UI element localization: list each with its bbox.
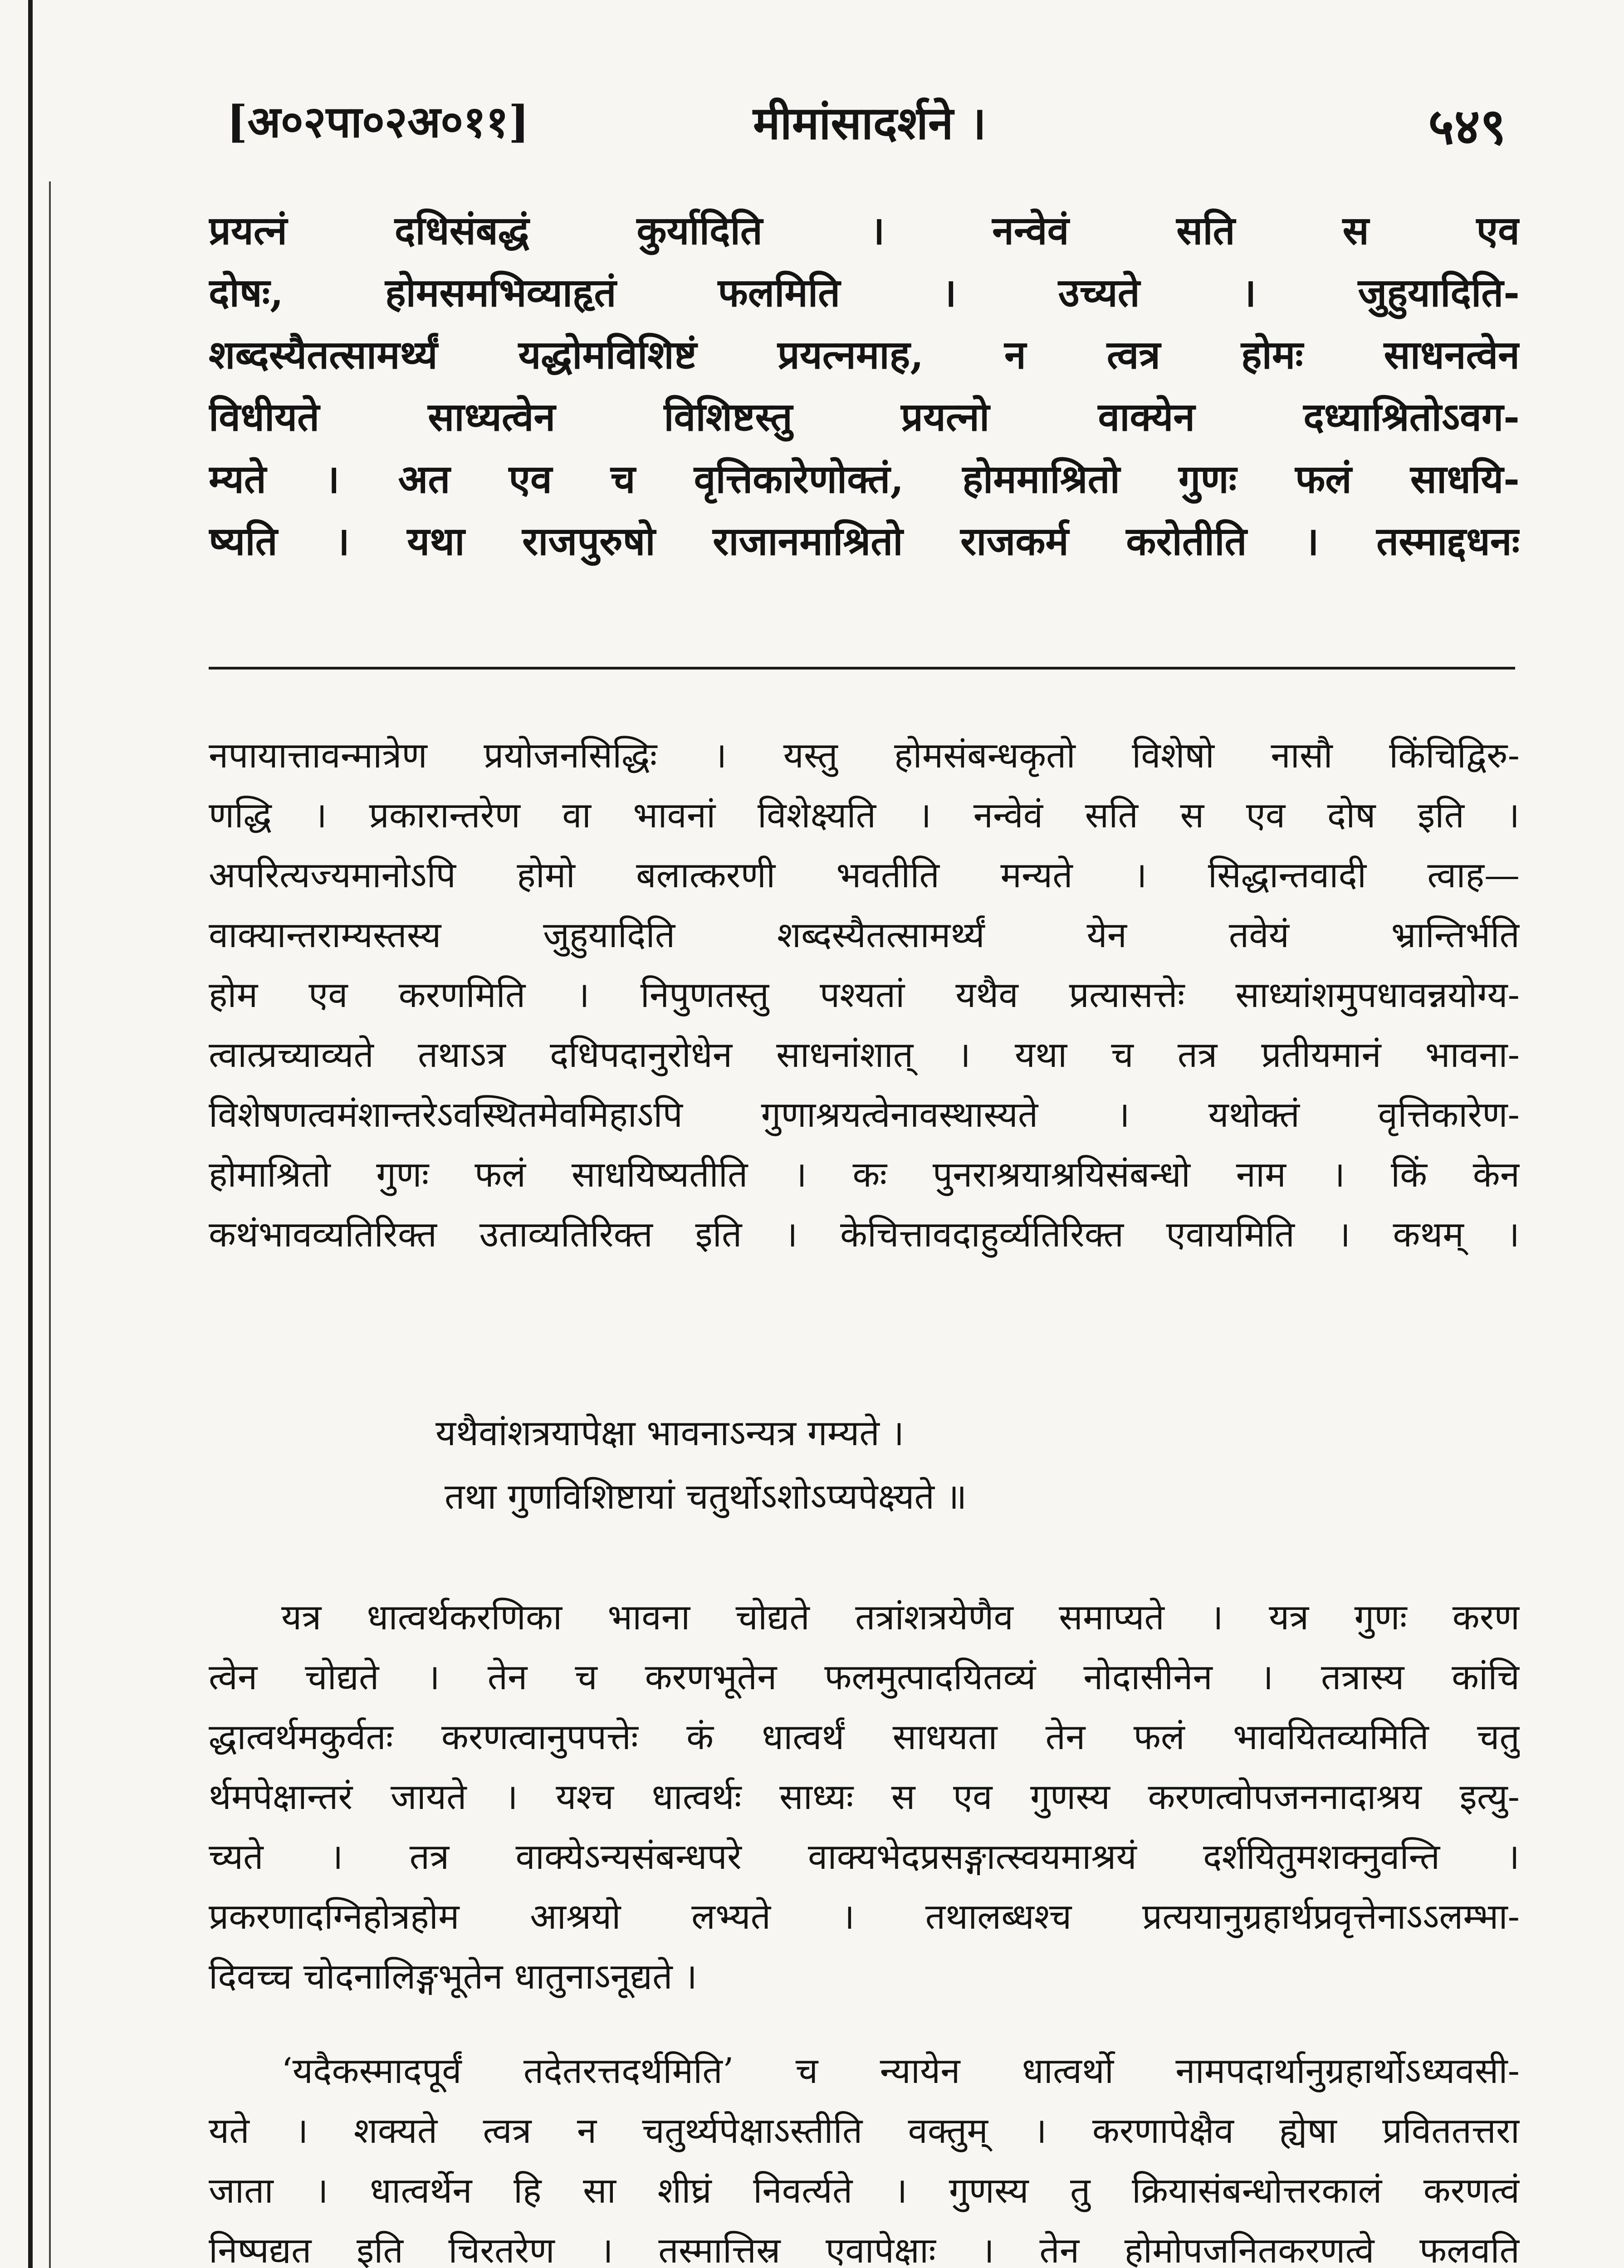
commentary-paragraph — [209, 2041, 1520, 2268]
text-line: दोषः, होमसमभिव्याहृतं फलमिति । उच्यते । जुहुयादिति- — [209, 270, 1520, 316]
main-text — [209, 200, 1520, 572]
text-line: प्रयत्नं दधिसंबद्धं कुर्यादिति । नन्वेवं सति स एव — [209, 208, 1520, 254]
section-reference: [अ०२पा०२अ०११] — [227, 96, 529, 147]
text-line: णद्धि । प्रकारान्तरेण वा भावनां विशेक्ष्यति । नन्वेवं सति स एव दोष इति । — [209, 795, 1520, 836]
text-line: त्वेन चोद्यते । तेन च करणभूतेन फलमुत्पादयितव्यं नोदासीनेन । तत्रास्य कांचि — [209, 1657, 1520, 1698]
binding-edge — [28, 0, 33, 2268]
binding-edge-inner — [49, 181, 51, 2268]
text-line: निष्पद्यत इति चिरतरेण । तस्मात्तिस्र एवापेक्षाः । तेन होमोपजनितकरणत्वे फलवति — [209, 2230, 1520, 2268]
text-line: होमाश्रितो गुणः फलं साधयिष्यतीति । कः पुनराश्रयाश्रयिसंबन्धो नाम । किं केन — [209, 1154, 1520, 1195]
text-line: म्यते । अत एव च वृत्तिकारेणोक्तं, होममाश्रितो गुणः फलं साधयि- — [209, 456, 1520, 502]
text-line: द्धात्वर्थमकुर्वतः करणत्वानुपपत्तेः कं धात्वर्थं साधयता तेन फलं भावयितव्यमिति चतु — [209, 1717, 1520, 1758]
text-line: कथंभावव्यतिरिक्त उताव्यतिरिक्त इति । केचित्तावदाहुर्व्यतिरिक्त एवायमिति । कथम् । — [209, 1214, 1520, 1255]
text-line: यत्र धात्वर्थकरणिका भावना चोद्यते तत्रांशत्रयेणैव समाप्यते । यत्र गुणः करण — [281, 1597, 1520, 1638]
running-title: मीमांसादर्शने । — [753, 96, 987, 150]
text-line: ष्यति । यथा राजपुरुषो राजानमाश्रितो राजकर्म करोतीति । तस्माद्दधनः — [209, 518, 1520, 564]
running-header — [227, 91, 1506, 163]
text-line: शब्दस्यैतत्सामर्थ्यं यद्धोमविशिष्टं प्रयत्नमाह, न त्वत्र होमः साधनत्वेन — [209, 332, 1520, 378]
verse — [435, 1402, 1297, 1529]
verse-line: यथैवांशत्रयापेक्षा भावनाऽन्यत्र गम्यते । — [435, 1413, 905, 1454]
text-line: त्वात्प्रच्याव्यते तथाऽत्र दधिपदानुरोधेन साधनांशात् । यथा च तत्र प्रतीयमानं भावना- — [209, 1035, 1520, 1075]
text-line: ‘यदैकस्मादपूर्वं तदेतरत्तदर्थमिति’ च न्यायेन धात्वर्थो नामपदार्थानुग्रहार्थोऽध्यवसी- — [281, 2051, 1520, 2092]
verse-line: तथा गुणविशिष्टायां चतुर्थोऽशोऽप्यपेक्ष्यते ॥ — [445, 1476, 967, 1517]
commentary — [209, 726, 1520, 1265]
text-line: यते । शक्यते त्वत्र न चतुर्थ्यपेक्षाऽस्तीति वक्तुम् । करणापेक्षैव ह्येषा प्रविततत्तरा — [209, 2111, 1520, 2151]
text-line: होम एव करणमिति । निपुणतस्तु पश्यतां यथैव प्रत्यासत्तेः साध्यांशमुपधावन्नयोग्य- — [209, 975, 1520, 1016]
commentary-paragraph — [209, 1588, 1520, 2007]
text-line: नपायात्तावन्मात्रेण प्रयोजनसिद्धिः । यस्तु होमसंबन्धकृतो विशेषो नासौ किंचिद्विरु- — [209, 735, 1520, 776]
page-number: ५४९ — [1428, 97, 1506, 156]
text-line: जाता । धात्वर्थेन हि सा शीघ्रं निवर्त्यते । गुणस्य तु क्रियासंबन्धोत्तरकालं करणत्वं — [209, 2170, 1520, 2211]
text-line: विधीयते साध्यत्वेन विशिष्टस्तु प्रयत्नो वाक्येन दध्याश्रितोऽवग- — [209, 394, 1520, 440]
text-line: वाक्यान्तराम्यस्तस्य जुहुयादिति शब्दस्यैतत्सामर्थ्यं येन तवेयं भ्रान्तिर्भति — [209, 915, 1520, 956]
text-line: प्रकरणादग्निहोत्रहोम आश्रयो लभ्यते । तथालब्धश्च प्रत्ययानुग्रहार्थप्रवृत्तेनाऽऽलम्भा- — [209, 1897, 1520, 1937]
text-line: विशेषणत्वमंशान्तरेऽवस्थितमेवमिहाऽपि गुणाश्रयत्वेनावस्थास्यते । यथोक्तं वृत्तिकारेण- — [209, 1095, 1520, 1135]
text-line: च्यते । तत्र वाक्येऽन्यसंबन्धपरे वाक्यभेदप्रसङ्गात्स्वयमाश्रयं दर्शयितुमशक्नुवन्ति । — [209, 1837, 1520, 1877]
section-divider — [209, 667, 1515, 670]
text-line: र्थमपेक्षान्तरं जायते । यश्च धात्वर्थः साध्यः स एव गुणस्य करणत्वोपजननादाश्रय इत्यु- — [209, 1777, 1520, 1818]
text-line: दिवच्च चोदनालिङ्गभूतेन धातुनाऽनूद्यते । — [209, 1956, 697, 1997]
text-line: अपरित्यज्यमानोऽपि होमो बलात्करणी भवतीति मन्यते । सिद्धान्तवादी त्वाह— — [209, 855, 1520, 896]
